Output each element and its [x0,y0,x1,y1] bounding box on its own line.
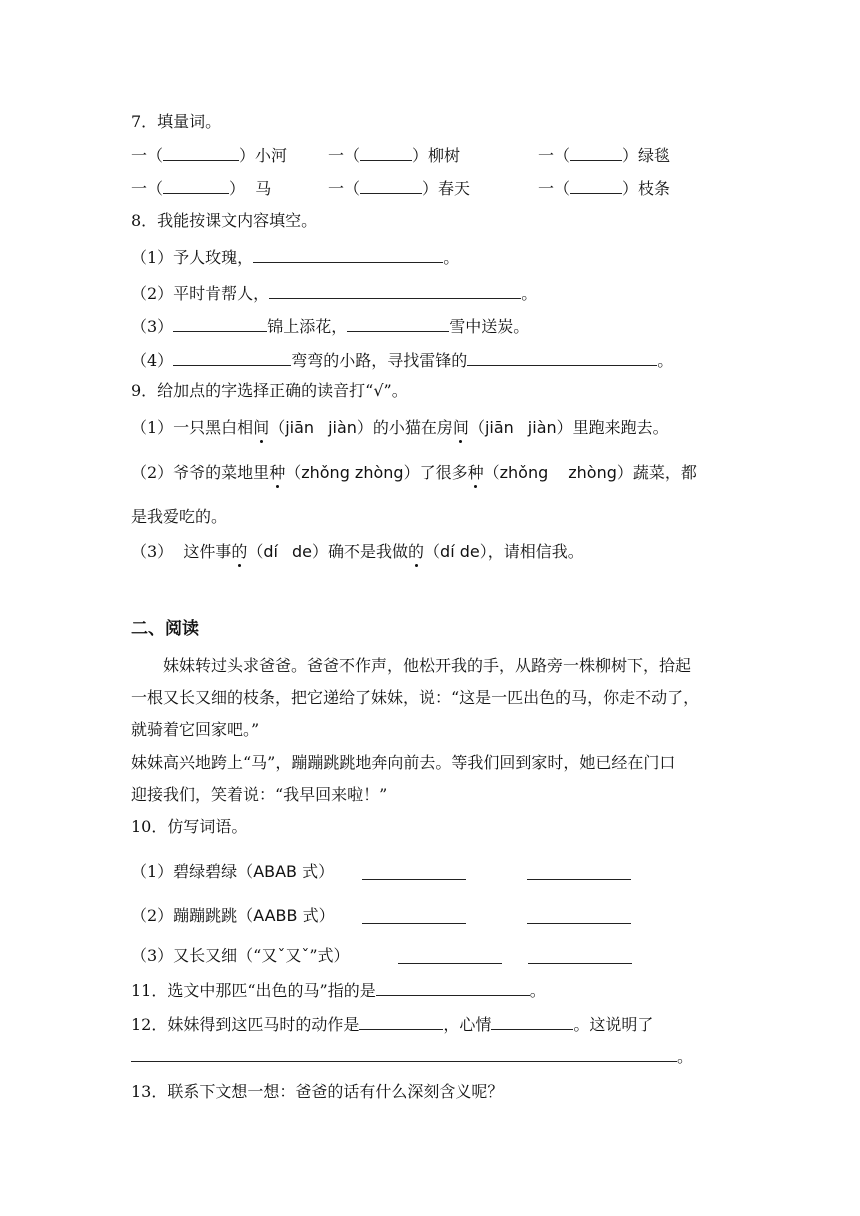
q7-item-carpet: 一（ ）绿毯 [538,146,671,165]
q7-title: 7．填量词。 [131,112,222,131]
blank[interactable] [376,980,530,996]
dotted-char: 种 [467,463,484,482]
blank[interactable] [570,178,622,194]
q10-title: 10．仿写词语。 [131,817,248,836]
q7-item-horse: 一（ ） 马 [131,179,272,198]
pinyin-option[interactable]: jiàn [527,418,557,437]
q7-item-river: 一（ ）小河 [131,146,288,165]
q9-item-3: （3） 这件事的（dí de）确不是我做的（dí de），请相信我。 [131,542,584,561]
q10-item-1: （1）碧绿碧绿（ABAB 式） [131,862,335,881]
pinyin-option[interactable]: zhòng [568,463,617,482]
blank[interactable] [527,864,631,880]
blank[interactable] [360,145,412,161]
blank[interactable] [491,1014,573,1030]
q8-item-1: （1）予人玫瑰， 。 [131,248,460,267]
blank[interactable] [359,1014,443,1030]
blank[interactable] [570,145,622,161]
reading-para1-line3: 就骑着它回家吧。” [131,720,260,739]
q8-title: 8．我能按课文内容填空。 [131,211,318,230]
blank[interactable] [163,145,239,161]
blank[interactable] [173,316,267,332]
pinyin-option[interactable]: dí de [440,542,480,561]
q7-item-branch: 一（ ）枝条 [538,179,671,198]
dotted-char: 种 [269,463,286,482]
pinyin-option[interactable]: zhǒng [499,463,549,482]
blank[interactable] [131,1046,677,1062]
q7-item-willow: 一（ ）柳树 [328,146,461,165]
q9-title: 9．给加点的字选择正确的读音打“√”。 [131,381,408,400]
blank[interactable] [362,864,466,880]
pinyin-option[interactable]: dí [263,542,278,561]
q8-item-4: （4） 弯弯的小路，寻找雷锋的 。 [131,351,674,370]
pinyin-option[interactable]: jiān [285,418,315,437]
pinyin-option[interactable]: jiàn [328,418,357,437]
blank[interactable] [398,948,502,964]
q11: 11．选文中那匹“出色的马”指的是 。 [131,981,546,1000]
q8-item-2: （2）平时肯帮人， 。 [131,284,538,303]
dotted-char: 的 [408,542,425,561]
blank[interactable] [528,948,632,964]
q9-item-2-cont: 是我爱吃的。 [131,507,228,526]
blank[interactable] [360,178,422,194]
reading-para1-line1: 妹妹转过头求爸爸。爸爸不作声，他松开我的手，从路旁一株柳树下，拾起 [163,656,692,675]
dotted-char: 间 [253,418,270,437]
blank[interactable] [269,283,521,299]
pinyin-option[interactable]: jiān [484,418,514,437]
dotted-char: 的 [231,542,248,561]
blank[interactable] [527,908,631,924]
q12: 12．妹妹得到这匹马时的动作是 ，心情 。这说明了 [131,1015,654,1034]
blank[interactable] [347,316,449,332]
pinyin-option[interactable]: de [292,542,312,561]
blank[interactable] [163,178,229,194]
q12-answer-line: 。 [131,1046,693,1067]
blank[interactable] [253,247,443,263]
q9-item-1: （1）一只黑白相间（jiān jiàn）的小猫在房间（jiān jiàn）里跑来跑去。 [131,418,669,437]
section-heading-reading: 二、阅读 [131,619,199,639]
reading-para2-line1: 妹妹高兴地跨上“马”，蹦蹦跳跳地奔向前去。等我们回到家时，她已经在门口 [131,753,676,772]
blank[interactable] [173,350,291,366]
q8-item-3: （3） 锦上添花， 雪中送炭。 [131,317,530,336]
q10-item-3: （3）又长又细（“又ˇ又ˇ”式） [131,946,350,965]
blank[interactable] [467,350,657,366]
q7-item-spring: 一（ ）春天 [328,179,471,198]
dotted-char: 间 [452,418,469,437]
q9-item-2: （2）爷爷的菜地里种（zhǒng zhòng）了很多种（zhǒng zhòng）蔬菜，都 [131,463,697,482]
reading-para2-line2: 迎接我们，笑着说：“我早回来啦！” [131,785,388,804]
q10-item-2: （2）蹦蹦跳跳（AABB 式） [131,906,335,925]
q13-title: 13．联系下文想一想：爸爸的话有什么深刻含义呢？ [131,1082,504,1101]
pinyin-option[interactable]: zhǒng zhòng [301,463,404,482]
reading-para1-line2: 一根又长又细的枝条，把它递给了妹妹，说：“这是一匹出色的马，你走不动了， [131,688,700,707]
blank[interactable] [362,908,466,924]
